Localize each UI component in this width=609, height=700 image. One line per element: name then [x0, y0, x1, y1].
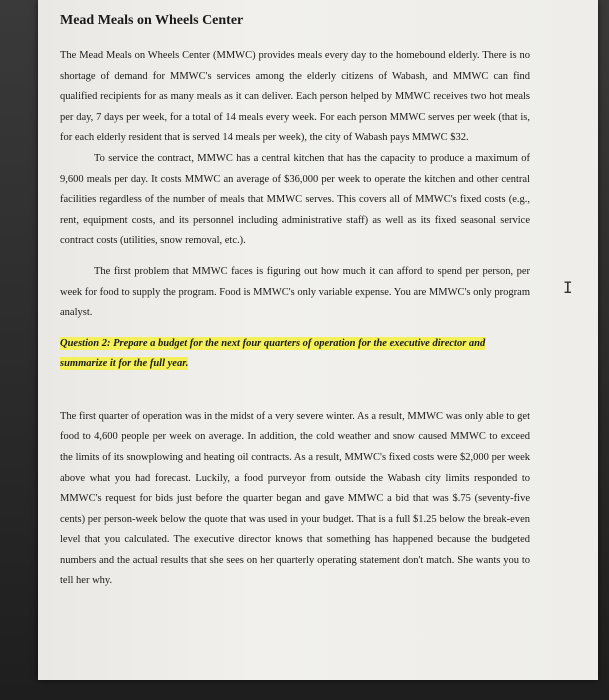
document-title: Mead Meals on Wheels Center: [60, 13, 244, 28]
question-heading: [60, 334, 530, 374]
text-cursor-icon: I: [563, 278, 573, 297]
paragraph-contract: To service the contract, MMWC has a central kitchen that has the capacity to produce a maximum of 9,600 meals per day. It costs MMWC an average of $36,000 per week to operate the kitchen and other central facilities regardless of the number of meals that MMWC serves. This covers all of MMWC's fixed costs (e.g., rent, equipment costs, and its personnel including administrative staff) as well as its fixed seasonal service contract costs (utilities, snow removal, etc.).: [60, 152, 530, 247]
paragraph-first-quarter: The first quarter of operation was in the midst of a very severe winter. As a result, MMWC was only able to get food to 4,600 people per week on average. In addition, the cold weather and snow caused MMWC to exceed the limits of its snowplowing and heating oil contracts. As a result, MMWC's fixed costs were $2,000 per week above what you had forecast. Luckily, a food purveyor from outside the Wabash city limits responded to MMWC's request for bids just before the quarter began and gave MMWC a bid that was $.75 (seventy-five cents) per person-week below the quote that was used in your budget. That is a full $1.25 below the break-even level that you calculated. The executive director knows that something has happened because the budgeted numbers and the actual results that she sees on her quarterly operating statement don't match. She wants you to tell her why.: [60, 410, 530, 587]
paragraph-intro: The Mead Meals on Wheels Center (MMWC) provides meals every day to the homebound elderly. There is no shortage of demand for MMWC's services among the elderly citizens of Wabash, and MMWC can find qualified recipients for as many meals as it can deliver. Each person helped by MMWC receives two hot meals per day, 7 days per week, for a total of 14 meals every week. For each person MMWC serves per week (that is, for each elderly resident that is served 14 meals per week), the city of Wabash pays MMWC $32.: [60, 50, 530, 144]
document-content: [60, 12, 530, 592]
paragraph-problem: The first problem that MMWC faces is figuring out how much it can afford to spend per person, per week for food to supply the program. Food is MMWC's only variable expense. You are MMWC's only program analyst.: [60, 265, 530, 319]
highlighted-question: Question 2: Prepare a budget for the next four quarters of operation for the executive director and summarize it for the full year.: [60, 337, 486, 369]
document-page: [38, 0, 598, 680]
